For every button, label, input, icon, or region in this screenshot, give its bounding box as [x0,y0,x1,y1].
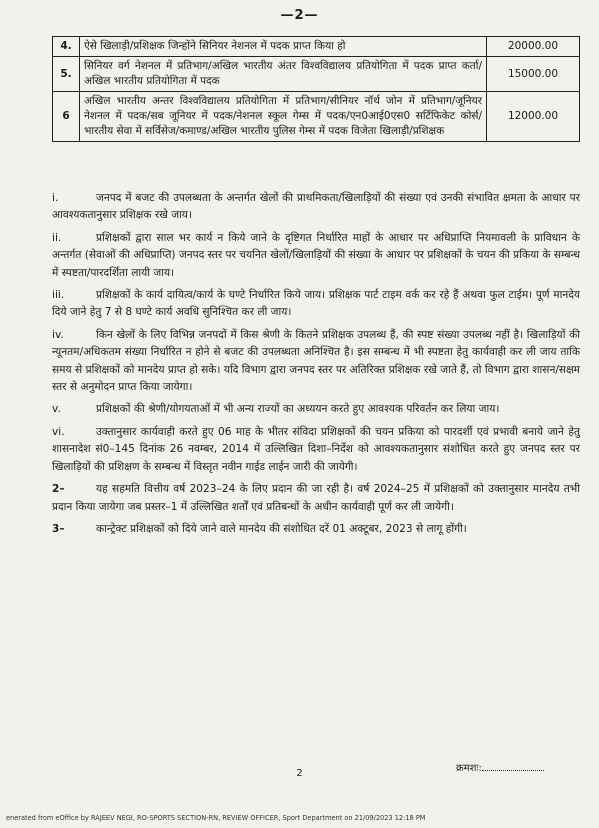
paragraph-number: iii. [52,289,65,302]
body-text [52,190,580,543]
paragraph-number: i. [52,192,59,204]
paragraph-number: vi. [52,425,65,438]
amount: 15000.00 [487,57,580,92]
paragraph-iii [52,287,580,322]
eoffice-footer: enerated from eOffice by RAJEEV NEGI, RO-SPORTS SECTION-RN, REVIEW OFFICER, Sport Department on 21/09/2023 12:18 PM [6,814,426,822]
grant-table [52,36,580,142]
paragraph-i [52,190,580,225]
amount: 12000.00 [487,92,580,142]
paragraph-text: प्रशिक्षकों द्वारा साल भर कार्य न किये जाने के दृष्टिगत निर्धारित माहों के आधार पर अधिप्राप्ति नियमावली के प्राविधान के अन्तर्गत (सेवाओं की अधिप्राप्ति) जनपद स्तर पर चयनित खेलों/खिलाड़ियों की संख्या के आधार पर प्रशिक्षकों के चयन की प्रकिया के सम्बन्ध में स्पष्टता/पारदर्शिता लायी जाय। [52,231,580,279]
paragraph-text: यह सहमति वित्तीय वर्ष 2023–24 के लिए प्रदान की जा रही है। वर्ष 2024–25 में प्रशिक्षकों को उक्तानुसार मानदेय तभी प्रदान किया जायेगा जब प्रस्तर–1 में उल्लिखित शर्तों एवं प्रतिबन्धों के अधीन कार्यवाही पूर्ण कर ली जायेगी। [52,483,580,513]
paragraph-text: कान्ट्रेक्ट प्रशिक्षकों को दिये जाने वाले मानदेय की संशोधित दरें 01 अक्टूबर, 2023 से लागू होंगी। [96,522,467,535]
category-description: अखिल भारतीय अन्तर विश्वविद्यालय प्रतियोगिता में प्रतिभाग/सीनियर नॉर्थ जोन में प्रतिभाग/जूनियर नेशनल में पदक/सब जूनियर में पदक/नेशनल स्कूल गेम्स में पदक/एन0आई0एस0 सर्टिफिकेट कोर्स/भारतीय सेवा में सर्विसेज/कमाण्ड/अखिल भारतीय पुलिस गेम्स में पदक विजेता खिलाड़ी/प्रशिक्षक [80,92,487,142]
category-description: सिनियर वर्ग नेशनल में प्रतिभाग/अखिल भारतीय अंतर विश्वविद्यालय प्रतियोगिता में पदक प्राप्त कर्ता/अखिल भारतीय प्रतियोगिता में पदक [80,57,487,92]
paragraph-number: 3– [52,522,65,535]
paragraph-v [52,401,580,418]
table-row [53,37,580,57]
paragraph-number: 2– [52,483,65,496]
page-number: 2 [296,768,303,779]
paragraph-2 [52,481,580,516]
paragraph-text: जनपद में बजट की उपलब्धता के अन्तर्गत खेलों की प्राथमिकता/खिलाड़ियों की संख्या एवं उनकी संभावित क्षमता के आधार पर आवश्यकतानुसार प्रशिक्षक रखे जाय। [52,192,580,222]
paragraph-iv [52,327,580,397]
paragraph-text: उक्तानुसार कार्यवाही करते हुए 06 माह के भीतर संविदा प्रशिक्षकों की चयन प्रकिया को पारदर्शी एवं प्रभावी बनाये जाने हेतु शासनादेश सं0–145 दिनांक 26 नवम्बर, 2014 में उल्लिखित दिशा–निर्देश को आवश्यकतानुसार संशोधित करते हुए जनपद स्तर पर खिलाड़ियों की प्रशिक्षण के सम्बन्ध में विस्तृत नवीन गाईड लाईन जारी की जायेगी। [52,425,580,473]
continued-label: क्रमशः [456,763,479,774]
continued-marker: क्रमशः: [456,760,544,774]
category-description: ऐसे खिलाड़ी/प्रशिक्षक जिन्होंने सिनियर नेशनल में पदक प्राप्त किया हो [80,37,487,57]
paragraph-number: ii. [52,231,62,244]
serial-number: 4. [53,37,80,57]
amount: 20000.00 [487,37,580,57]
table-row [53,92,580,142]
paragraph-text: किन खेलों के लिए विभिन्न जनपदों में किस श्रेणी के कितने प्रशिक्षक उपलब्ध हैं, की स्पष्ट संख्या उपलब्ध नहीं है। खिलाड़ियों की न्यूनतम/अधिकतम संख्या निर्धारित न होने से बजट की उपलब्धता अनिश्चित है। इस सम्बन्ध में भी स्पष्टता हेतु कार्यवाही कर ली जाय ताकि समय से प्रशिक्षकों को मानदेय प्राप्त हो सके। यदि विभाग द्वारा जनपद स्तर पर अतिरिक्त प्रशिक्षक रखे जाते हैं, तो विभाग द्वारा शासन/सक्षम स्तर से अनुमोदन प्राप्त किया जायेगा। [52,328,580,394]
paragraph-ii [52,230,580,282]
page-marker: —2— [280,8,319,23]
serial-number: 5. [53,57,80,92]
paragraph-3 [52,521,580,538]
paragraph-number: v. [52,403,61,416]
paragraph-vi [52,424,580,476]
paragraph-text: प्रशिक्षकों के कार्य दायित्व/कार्य के घण्टे निर्धारित किये जाय। प्रशिक्षक पार्ट टाइम वर्क कर रहे हैं अथवा फुल टाईम। पूर्ण मानदेय दिये जाने हेतु 7 से 8 घण्टे कार्य अवधि सुनिश्चित कर ली जाय। [52,289,580,319]
paragraph-number: iv. [52,328,64,341]
serial-number: 6 [53,92,80,142]
paragraph-text: प्रशिक्षकों की श्रेणी/योगयताओं में भी अन्य राज्यों का अध्ययन करते हुए आवश्यक परिवर्तन कर लिया जाय। [96,403,500,416]
table-row [53,57,580,92]
